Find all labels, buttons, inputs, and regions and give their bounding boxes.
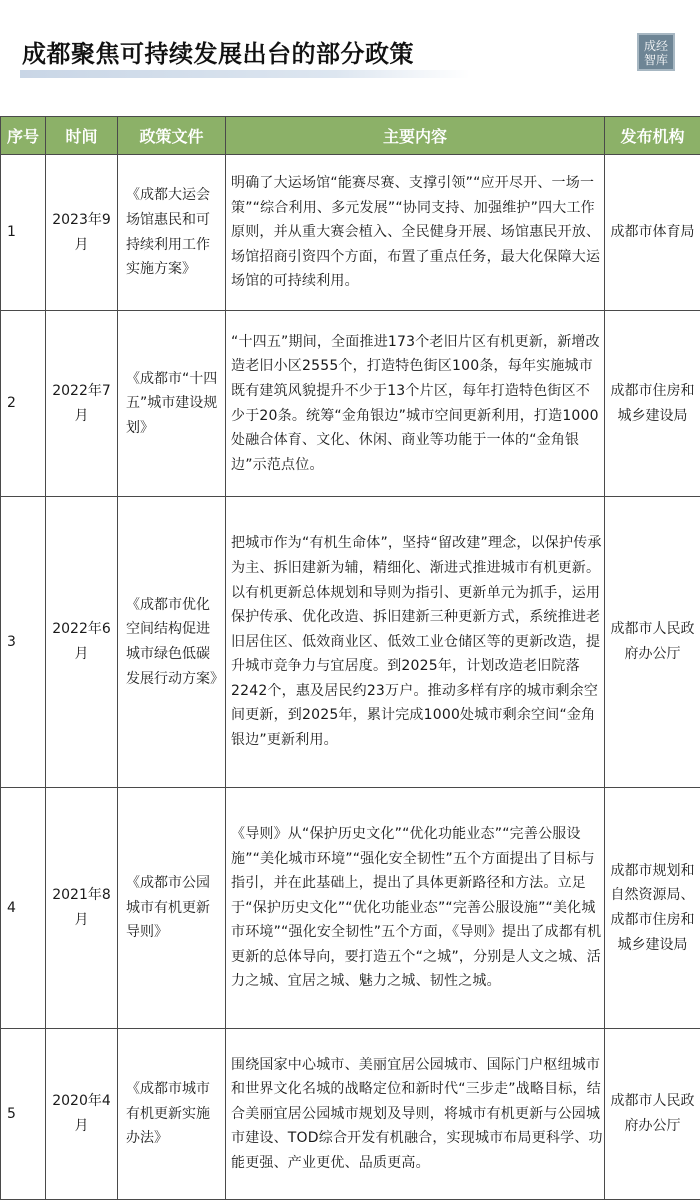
policy-table — [0, 116, 700, 1200]
row-publisher: 成都市体育局 — [605, 155, 700, 311]
row-document: 《成都市“十四五”城市建设规划》 — [118, 311, 226, 497]
row-document: 《成都大运会场馆惠民和可持续利用工作实施方案》 — [118, 155, 226, 311]
row-num: 3 — [1, 497, 46, 788]
title-underline — [20, 70, 470, 78]
row-content: 围绕国家中心城市、美丽宜居公园城市、国际门户枢纽城市和世界文化名城的战略定位和新时代“三步走”战略目标，结合美丽宜居公园城市规划及导则，将城市有机更新与公园城市建设、TOD综合开发有机融合，实现城市布局更科学、功能更强、产业更优、品质更高。 — [226, 1029, 605, 1200]
table-row — [1, 311, 700, 497]
header-content: 主要内容 — [226, 117, 605, 155]
row-date: 2022年7月 — [46, 311, 118, 497]
row-date: 2021年8月 — [46, 788, 118, 1029]
row-num: 5 — [1, 1029, 46, 1200]
row-content: 明确了大运场馆“能赛尽赛、支撑引领”“应开尽开、一场一策”“综合利用、多元发展”“协同支持、加强维护”四大工作原则，并从重大赛会植入、全民健身开展、场馆惠民开放、场馆招商引资四个方面，布置了重点任务，最大化保障大运场馆的可持续利用。 — [226, 155, 605, 311]
row-num: 4 — [1, 788, 46, 1029]
row-document: 《成都市城市有机更新实施办法》 — [118, 1029, 226, 1200]
header-date: 时间 — [46, 117, 118, 155]
row-num: 1 — [1, 155, 46, 311]
table-row — [1, 155, 700, 311]
row-document: 《成都市优化空间结构促进城市绿色低碳发展行动方案》 — [118, 497, 226, 788]
table-row — [1, 1029, 700, 1200]
header-publisher: 发布机构 — [605, 117, 700, 155]
header-document: 政策文件 — [118, 117, 226, 155]
row-content: 《导则》从“保护历史文化”“优化功能业态”“完善公服设施”“美化城市环境”“强化安全韧性”五个方面提出了目标与指引，并在此基础上，提出了具体更新路径和方法。立足于“保护历史文化”“优化功能业态”“完善公服设施”“美化城市环境”“强化安全韧性”五个方面，《导则》提出了成都有机更新的总体导向，要打造五个“之城”，分别是人文之城、活力之城、宜居之城、魅力之城、韧性之城。 — [226, 788, 605, 1029]
row-publisher: 成都市人民政府办公厅 — [605, 497, 700, 788]
row-publisher: 成都市人民政府办公厅 — [605, 1029, 700, 1200]
header-num: 序号 — [1, 117, 46, 155]
row-content: 把城市作为“有机生命体”，坚持“留改建”理念，以保护传承为主、拆旧建新为辅，精细化、渐进式推进城市有机更新。以有机更新总体规划和导则为指引、更新单元为抓手，运用保护传承、优化改造、拆旧建新三种更新方式，系统推进老旧居住区、低效商业区、低效工业仓储区等的更新改造，提升城市竞争力与宜居度。到2025年，计划改造老旧院落2242个，惠及居民约23万户。推动多样有序的城市剩余空间更新，到2025年，累计完成1000处城市剩余空间“金角银边”更新利用。 — [226, 497, 605, 788]
table-row — [1, 497, 700, 788]
row-content: “十四五”期间，全面推进173个老旧片区有机更新，新增改造老旧小区2555个，打造特色街区100条，每年实施城市既有建筑风貌提升不少于13个片区，每年打造特色街区不少于20条。统筹“金角银边”城市空间更新利用，打造1000处融合体育、文化、休闲、商业等功能于一体的“金角银边”示范点位。 — [226, 311, 605, 497]
row-date: 2020年4月 — [46, 1029, 118, 1200]
row-num: 2 — [1, 311, 46, 497]
row-date: 2023年9月 — [46, 155, 118, 311]
row-document: 《成都市公园城市有机更新导则》 — [118, 788, 226, 1029]
row-date: 2022年6月 — [46, 497, 118, 788]
logo-icon: 成经智库 — [637, 33, 675, 71]
page-title: 成都聚焦可持续发展出台的部分政策 — [22, 40, 414, 68]
row-publisher: 成都市规划和自然资源局、成都市住房和城乡建设局 — [605, 788, 700, 1029]
header — [0, 0, 700, 110]
row-publisher: 成都市住房和城乡建设局 — [605, 311, 700, 497]
table-row — [1, 788, 700, 1029]
table-header-row — [1, 117, 700, 155]
